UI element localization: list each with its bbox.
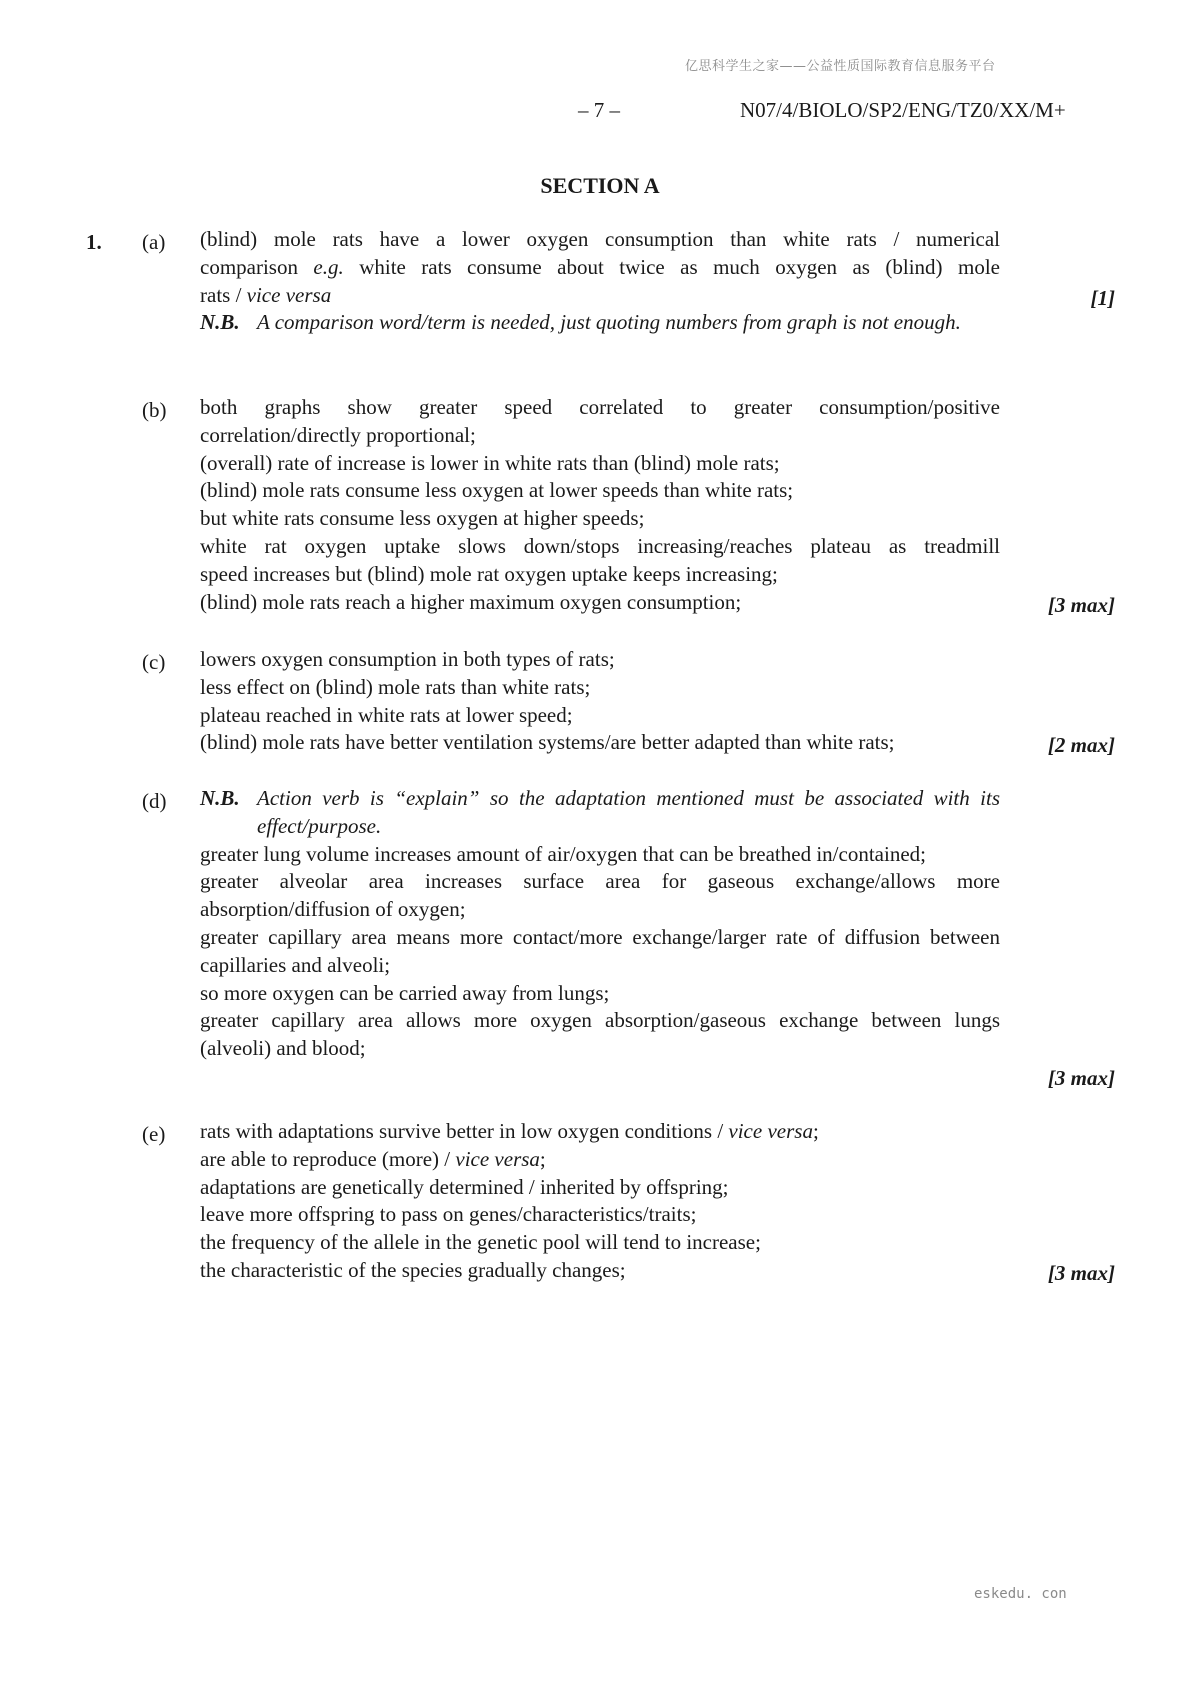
part-a-mark: [1] — [1090, 286, 1115, 310]
part-b-line: (overall) rate of increase is lower in white rats than (blind) mole rats; — [200, 450, 780, 475]
part-b-line: correlation/directly proportional; — [200, 422, 476, 447]
part-d-item: greater capillary area means more contact/more exchange/larger rate of diffusion between capillaries and alveoli; — [200, 924, 1000, 977]
part-c-line: lowers oxygen consumption in both types of rats; — [200, 647, 615, 671]
part-b-line: (blind) mole rats reach a higher maximum oxygen consumption; — [200, 589, 742, 614]
part-c-line: plateau reached in white rats at lower speed; — [200, 702, 573, 727]
part-a-answer — [200, 226, 1000, 337]
part-b-mark: [3 max] — [1047, 593, 1115, 617]
part-e-line: the characteristic of the species gradually changes; — [200, 1257, 626, 1282]
part-b-line: white rat oxygen uptake slows down/stops increasing/reaches plateau as treadmill — [200, 533, 1000, 558]
part-a-line: rats / vice versa — [200, 282, 332, 307]
part-d-note: N.B. Action verb is “explain” so the adaptation mentioned must be associated with its effect/purpose. — [200, 786, 1000, 838]
paper-code: N07/4/BIOLO/SP2/ENG/TZ0/XX/M+ — [740, 98, 1066, 122]
part-a-line: comparison e.g. white rats consume about twice as much oxygen as (blind) mole — [200, 254, 1000, 279]
part-d-item: so more oxygen can be carried away from lungs; — [200, 980, 610, 1005]
part-e-label: (e) — [142, 1122, 166, 1146]
part-e-line: rats with adaptations survive better in low oxygen conditions / vice versa; — [200, 1119, 819, 1143]
part-c-answer — [200, 646, 1000, 757]
part-d-answer — [200, 785, 1000, 1063]
part-d-item: greater capillary area allows more oxygen absorption/gaseous exchange between lungs (alveoli) and blood; — [200, 1008, 1000, 1061]
part-d-item: greater alveolar area increases surface area for gaseous exchange/allows more absorption/diffusion of oxygen; — [200, 869, 1000, 922]
part-d-item: greater lung volume increases amount of air/oxygen that can be breathed in/contained; — [200, 841, 926, 866]
part-c-line: (blind) mole rats have better ventilation systems/are better adapted than white rats; — [200, 730, 895, 755]
question-number: 1. — [86, 230, 102, 254]
part-c-line: less effect on (blind) mole rats than white rats; — [200, 674, 591, 699]
footer-watermark: eskedu. con — [974, 1586, 1067, 1602]
part-e-mark: [3 max] — [1047, 1261, 1115, 1285]
part-b-line: speed increases but (blind) mole rat oxygen uptake keeps increasing; — [200, 561, 778, 586]
part-b-label: (b) — [142, 398, 167, 422]
section-title: SECTION A — [540, 173, 660, 198]
part-b-line: but white rats consume less oxygen at higher speeds; — [200, 506, 645, 531]
part-a-label: (a) — [142, 230, 166, 254]
part-a-line: (blind) mole rats have a lower oxygen consumption than white rats / numerical — [200, 227, 1000, 251]
part-c-label: (c) — [142, 650, 166, 674]
part-b-line: (blind) mole rats consume less oxygen at lower speeds than white rats; — [200, 478, 794, 503]
part-d-label: (d) — [142, 789, 167, 813]
part-b-answer — [200, 394, 1000, 616]
part-e-line: the frequency of the allele in the genetic pool will tend to increase; — [200, 1230, 761, 1255]
part-e-answer — [200, 1118, 1000, 1285]
part-d-mark: [3 max] — [1047, 1066, 1115, 1090]
page-number: – 7 – — [578, 98, 620, 122]
header-watermark: 亿思科学生之家——公益性质国际教育信息服务平台 — [685, 59, 996, 74]
part-b-line: both graphs show greater speed correlated to greater consumption/positive — [200, 395, 1000, 419]
part-e-line: leave more offspring to pass on genes/characteristics/traits; — [200, 1202, 697, 1227]
part-a-note: N.B. A comparison word/term is needed, just quoting numbers from graph is not enough. — [200, 310, 961, 335]
part-e-line: adaptations are genetically determined / inherited by offspring; — [200, 1174, 729, 1199]
part-c-mark: [2 max] — [1047, 733, 1115, 757]
part-e-line: are able to reproduce (more) / vice versa; — [200, 1146, 546, 1171]
